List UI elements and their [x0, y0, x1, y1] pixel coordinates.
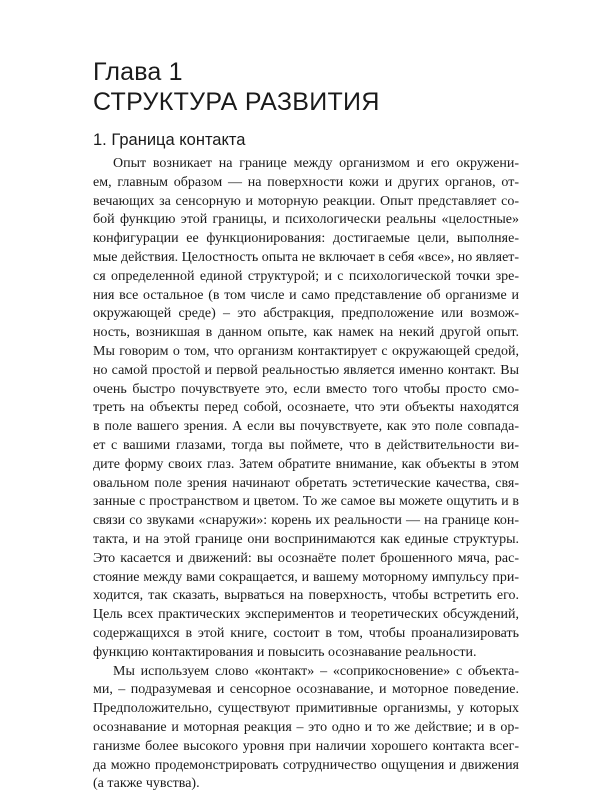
text-line: бой функцию этой границы, и психологически реальны «целостные» [93, 212, 519, 228]
text-line: Мы используем слово «контакт» – «соприкосновение» с объекта- [113, 663, 519, 679]
text-line: Предположительно, существуют примитивные организмы, у которых [93, 701, 519, 717]
text-line: окружающей среде) – это абстракция, предположение или возмож- [93, 306, 519, 322]
text-line: конфигурации ее функционирования: достигаемые цели, выполняе- [93, 231, 519, 247]
text-line: треть на объекты перед собой, осознаете, что эти объекты находятся [93, 400, 519, 416]
text-line: ходится, так сказать, вырваться на поверхность, чтобы встретить его. [93, 588, 519, 604]
text-line: но самой простой и первой реальностью является именно контакт. Вы [93, 362, 519, 378]
text-line: ет с вашими глазами, тогда вы поймете, что в действительности ви- [93, 437, 519, 453]
text-line: мые действия. Целостность опыта не включает в себя «все», но являет- [93, 249, 520, 265]
text-line: ся определенной единой структурой; и с психологической точки зре- [93, 268, 519, 284]
text-line: дите форму своих глаз. Затем обратите внимание, как объекты в этом [93, 456, 519, 472]
text-line: осознавание и моторная реакция – это одно и то же действие; и в ор- [93, 719, 519, 735]
text-line: в поле вашего зрения. А если вы почувствуете, как это поле совпада- [93, 419, 519, 435]
text-line: связи со звуками «снаружи»: корень их реальности — на границе кон- [93, 513, 519, 529]
paragraph [93, 663, 519, 794]
text-line: Опыт возникает на границе между организмом и его окружени- [113, 156, 519, 171]
text-line: очень быстро почувствуете это, если вместо того чтобы просто смо- [93, 381, 519, 397]
text-line: занные с пространством и цветом. То же самое вы можете ощутить и в [93, 494, 519, 510]
text-line: ми, – подразумевая и сенсорное осознавание, и моторное поведение. [93, 682, 519, 698]
text-line: вечающих за сенсорную и моторную реакции. Опыт представляет со- [93, 193, 519, 209]
text-line: (а также чувства). [93, 776, 200, 792]
body-text [93, 155, 519, 794]
paragraph [93, 155, 519, 663]
text-line: ность, возникшая в данном опыте, как намек на некий другой опыт. [93, 325, 519, 341]
section-heading: 1. Граница контакта [93, 131, 246, 149]
chapter-title: СТРУКТУРА РАЗВИТИЯ [93, 88, 380, 116]
text-line: ганизме более высокого уровня при наличии хорошего контакта всег- [93, 738, 519, 754]
chapter-label: Глава 1 [93, 58, 183, 86]
text-line: функцию контактирования и повысить осознавание реальности. [93, 644, 477, 660]
text-line: да можно продемонстрировать сотрудничество ощущения и движения [93, 757, 519, 773]
text-line: Цель всех практических экспериментов и теоретических обсуждений, [93, 607, 519, 623]
text-line: овальном поле зрения начинают обретать эстетические качества, свя- [93, 475, 519, 491]
text-line: содержащихся в этой книге, состоит в том, чтобы проанализировать [93, 625, 519, 641]
text-line: ния все остальное (в том числе и само представление об организме и [93, 287, 519, 303]
text-line: Это касается и движений: вы осознаёте полет брошенного мяча, рас- [93, 550, 519, 566]
text-line: стояние между вами сокращается, и вашему моторному импульсу при- [93, 569, 519, 585]
text-line: Мы говорим о том, что организм контактирует с окружающей средой, [93, 343, 519, 359]
text-line: ем, главным образом — на поверхности кожи и других органов, от- [93, 174, 519, 190]
text-line: такта, и на этой границе они воспринимаются как единые структуры. [93, 531, 519, 547]
